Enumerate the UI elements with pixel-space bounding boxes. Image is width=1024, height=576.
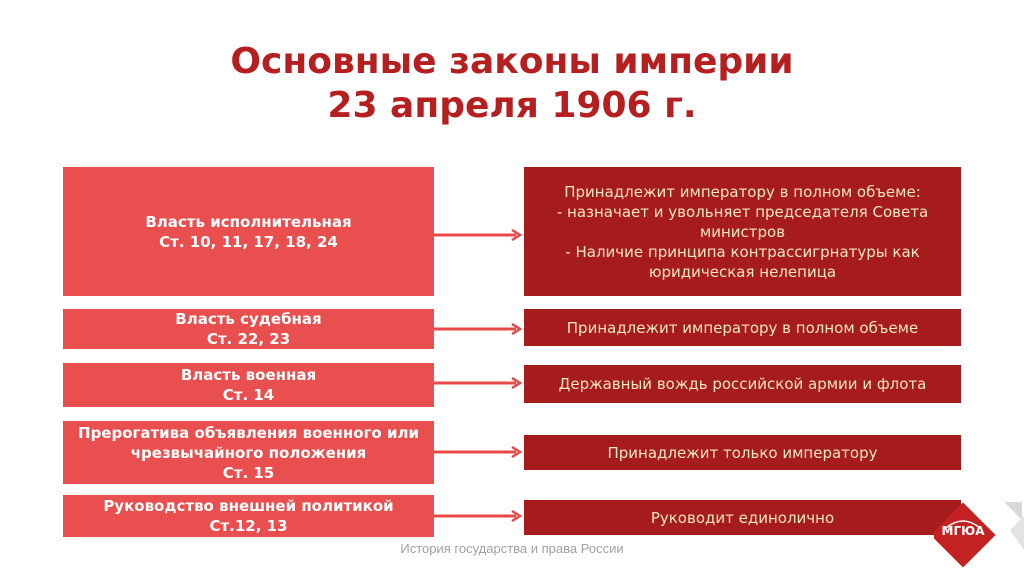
left-box-label: Власть военная (180, 366, 317, 384)
slide-title (0, 40, 1024, 128)
right-box-military (524, 365, 961, 403)
left-box-label: Власть судебная (175, 310, 322, 328)
left-box-articles: Ст. 10, 11, 17, 18, 24 (159, 232, 338, 251)
left-box-articles: Ст. 22, 23 (206, 330, 291, 348)
left-box-label: Руководство внешней политикой (103, 497, 394, 515)
title-line-1: Основные законы империи (230, 41, 794, 82)
arrow-right-icon (434, 377, 524, 389)
arrow-right-icon (434, 323, 524, 335)
right-box-text: Принадлежит только императору (607, 443, 878, 462)
right-box-text: - назначает и увольняет председателя Совета министров (556, 202, 929, 241)
right-box-judicial (524, 309, 961, 346)
left-box-executive (63, 167, 434, 296)
left-box-military (63, 363, 434, 407)
left-box-articles: Ст. 15 (222, 463, 275, 482)
left-box-articles: Ст.12, 13 (209, 517, 288, 535)
right-box-text: Принадлежит императору в полном объеме: (564, 182, 921, 201)
arrow-right-icon (434, 446, 524, 458)
right-box-emergency (524, 435, 961, 470)
left-box-articles: Ст. 14 (222, 386, 275, 404)
logo-text: МГЮА (941, 524, 985, 538)
right-box-text: Руководит единолично (650, 508, 835, 527)
arrow-right-icon (434, 510, 524, 522)
right-box-text: - Наличие принципа контрассигрнатуры как юридическая нелепица (565, 242, 920, 281)
right-box-foreign-policy (524, 500, 961, 535)
arrow-right-icon (434, 229, 524, 241)
right-box-executive (524, 167, 961, 296)
left-box-foreign-policy (63, 495, 434, 537)
right-box-text: Державный вождь российской армии и флота (558, 375, 927, 393)
left-box-judicial (63, 309, 434, 349)
left-box-label: Прерогатива объявления военного или чрезвычайного положения (78, 423, 419, 462)
left-box-emergency (63, 421, 434, 484)
mgua-logo-icon (934, 500, 1024, 576)
right-box-text: Принадлежит императору в полном объеме (566, 318, 919, 337)
footer-caption: История государства и права России (400, 541, 624, 556)
left-box-label: Власть исполнительная (145, 212, 352, 231)
title-line-2: 23 апреля 1906 г. (327, 85, 697, 126)
